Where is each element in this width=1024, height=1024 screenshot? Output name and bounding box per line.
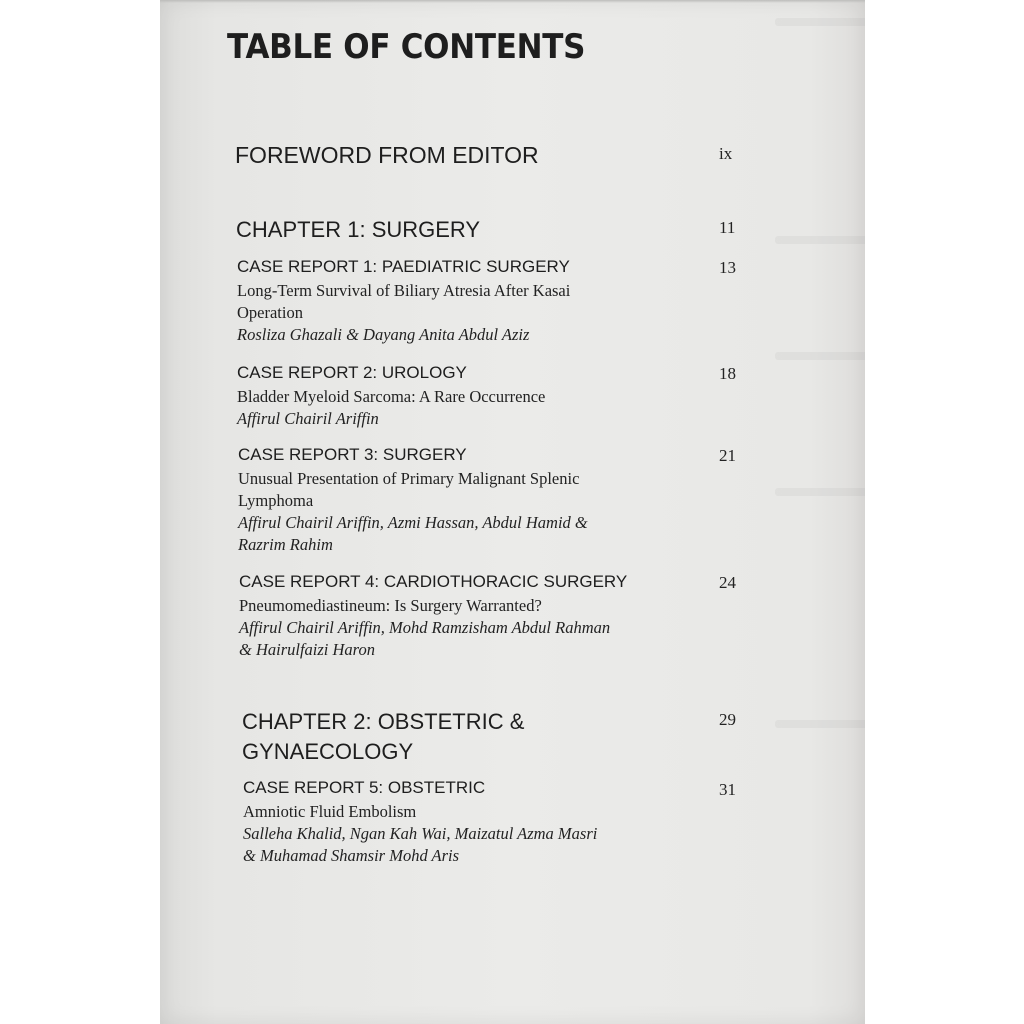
chapter-heading-line: GYNAECOLOGY: [242, 739, 414, 764]
author-line: & Muhamad Shamsir Mohd Aris: [243, 846, 460, 865]
chapter-page-number: 29: [719, 710, 736, 729]
case-page-number: 18: [719, 364, 736, 383]
bleed-through-mark: [775, 352, 865, 360]
case-report-title: [238, 468, 588, 512]
author-line: Rosliza Ghazali & Dayang Anita Abdul Aziz: [237, 325, 530, 344]
toc-entry: [237, 257, 570, 346]
case-title-line: Long-Term Survival of Biliary Atresia After Kasai: [237, 281, 571, 300]
bleed-through-mark: [775, 236, 865, 244]
foreword-heading: FOREWORD FROM EDITOR: [235, 142, 539, 168]
case-title-line: Amniotic Fluid Embolism: [243, 802, 417, 821]
case-page-number: 13: [719, 258, 736, 277]
chapter-heading: [242, 707, 524, 767]
case-report-authors: [237, 408, 545, 430]
case-report-authors: [238, 512, 588, 556]
author-line: & Hairulfaizi Haron: [239, 640, 375, 659]
author-line: Salleha Khalid, Ngan Kah Wai, Maizatul Azma Masri: [243, 824, 598, 843]
author-line: Affirul Chairil Ariffin: [237, 409, 379, 428]
case-report-authors: [239, 617, 627, 661]
case-report-heading: CASE REPORT 3: SURGERY: [238, 445, 467, 464]
author-line: Affirul Chairil Ariffin, Mohd Ramzisham Abdul Rahman: [239, 618, 611, 637]
author-line: Razrim Rahim: [238, 535, 333, 554]
case-page-number: 24: [719, 573, 736, 592]
case-report-heading: CASE REPORT 5: OBSTETRIC: [243, 778, 486, 797]
chapter-heading: CHAPTER 1: SURGERY: [236, 217, 481, 242]
toc-entry: [238, 445, 588, 556]
case-title-line: Unusual Presentation of Primary Malignant Splenic: [238, 469, 580, 488]
bleed-through-mark: [775, 488, 865, 496]
bleed-through-mark: [775, 18, 865, 26]
book-page: [160, 0, 865, 1024]
toc-entry: [239, 572, 627, 661]
case-report-title: [237, 386, 545, 408]
case-report-authors: [237, 324, 570, 346]
case-title-line: Lymphoma: [238, 491, 314, 510]
case-report-heading: CASE REPORT 2: UROLOGY: [237, 363, 467, 382]
author-line: Affirul Chairil Ariffin, Azmi Hassan, Abdul Hamid &: [238, 513, 588, 532]
chapter-page-number: 11: [719, 218, 736, 237]
case-report-title: [239, 595, 627, 617]
case-report-title: [243, 801, 597, 823]
chapter-heading-line: CHAPTER 2: OBSTETRIC &: [242, 709, 525, 734]
case-report-title: [237, 280, 570, 324]
case-title-line: Bladder Myeloid Sarcoma: A Rare Occurrence: [237, 387, 546, 406]
case-page-number: 21: [719, 446, 736, 465]
page-edge-shadow: [160, 0, 865, 3]
bleed-through-mark: [775, 720, 865, 728]
foreword-page-number: ix: [719, 144, 733, 163]
toc-entry: [237, 363, 545, 430]
case-title-line: Pneumomediastineum: Is Surgery Warranted?: [239, 596, 542, 615]
case-report-heading: CASE REPORT 1: PAEDIATRIC SURGERY: [237, 257, 570, 276]
page-title: TABLE OF CONTENTS: [227, 28, 586, 67]
toc-entry: [243, 778, 597, 867]
case-title-line: Operation: [237, 303, 303, 322]
case-report-heading: CASE REPORT 4: CARDIOTHORACIC SURGERY: [239, 572, 628, 591]
case-report-authors: [243, 823, 597, 867]
case-page-number: 31: [719, 780, 736, 799]
